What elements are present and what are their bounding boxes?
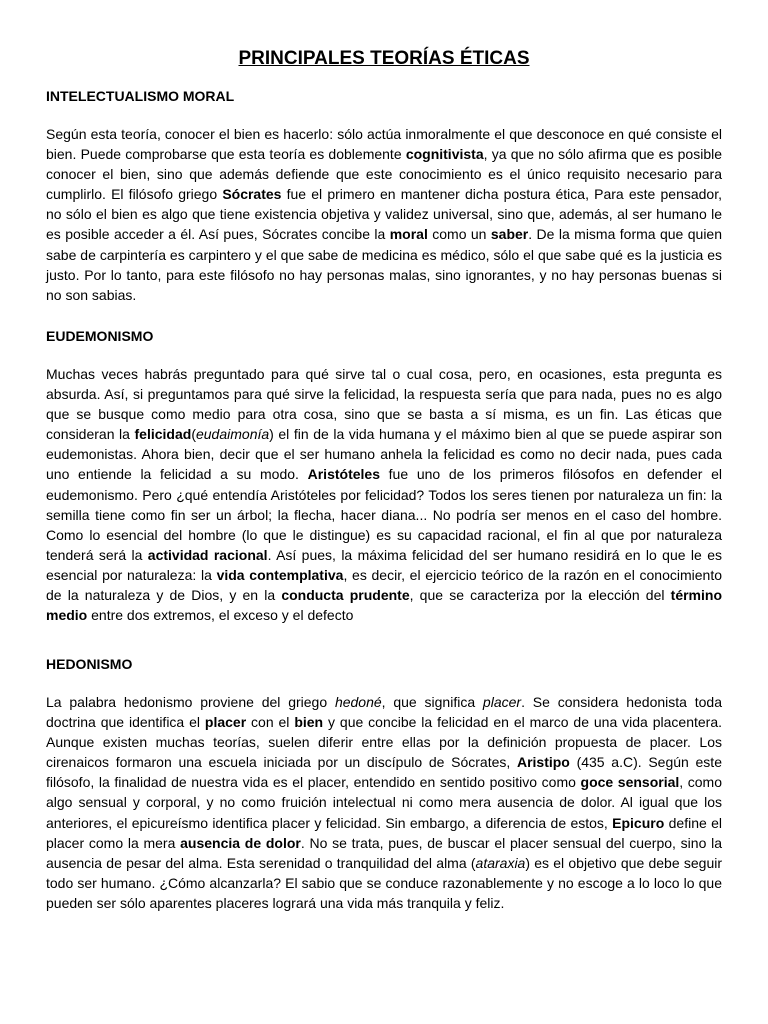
bold-term: vida contemplativa [216, 566, 344, 583]
italic-term: ataraxia [475, 854, 526, 871]
bold-term: moral [389, 226, 428, 243]
text-run: con el [246, 714, 295, 731]
text-run: . Así pues, la máxima felicidad del ser humano residirá en lo que le es esencial por naturaleza: la [46, 546, 722, 583]
text-run: , que se caracteriza por la elección del [409, 587, 671, 604]
section-paragraph-intelectualismo [46, 124, 722, 305]
bold-term: término medio [46, 587, 722, 624]
page-title: PRINCIPALES TEORÍAS ÉTICAS [238, 48, 530, 69]
text-run: y que concibe la felicidad en el marco de una vida placentera. Aunque existen muchas teorías, suelen diferir entre ellas por la definición propuesta de placer. Los cirenaicos formaron una escuela iniciada por un discípulo de Sócrates, [46, 714, 722, 771]
text-run: . Se considera hedonista toda doctrina que identifica el [46, 694, 722, 731]
text-run: como un [427, 226, 491, 243]
text-run: ( [191, 426, 196, 443]
section-paragraph-eudemonismo [46, 364, 722, 625]
bold-term: cognitivista [405, 146, 484, 163]
bold-term: actividad racional [147, 546, 268, 563]
section-heading-eudemonismo: EUDEMONISMO [46, 328, 154, 344]
text-run: . De la misma forma que quien sabe de carpintería es carpintero y el que sabe de medicina es médico, sólo el que sabe qué es la justicia es justo. Por lo tanto, para este filósofo no hay personas malas, sino ignorantes, y no hay personas buenas si no son sabias. [46, 226, 723, 303]
bold-term: Sócrates [222, 186, 282, 203]
text-run: Muchas veces habrás preguntado para qué sirve tal o cual cosa, pero, en ocasiones, esta pregunta es absurda. Así, si preguntamos para qué sirve la felicidad, la respuesta sería que para nada, pues no es algo que se busque como medio para otra cosa, sino que se basta a sí misma, es un fin. Las éticas que consideran la [46, 366, 722, 443]
italic-term: eudaimonía [195, 426, 270, 443]
italic-term: placer [482, 694, 522, 710]
bold-term: ausencia de dolor [180, 834, 301, 851]
text-run: (435 a.C). Según este filósofo, la finalidad de nuestra vida es el placer, entendido en sentido positivo como [46, 754, 722, 791]
bold-term: Aristóteles [307, 466, 380, 483]
bold-term: Aristipo [516, 754, 570, 771]
text-run: , ya que no sólo afirma que es posible conocer el bien, sino que además defiende que este conocimiento es el único requisito necesario para cumplirlo. El filósofo griego [46, 146, 722, 203]
text-run: , que significa [381, 694, 483, 710]
italic-term: hedoné [334, 694, 382, 710]
section-paragraph-hedonismo [46, 692, 722, 913]
bold-term: placer [204, 714, 247, 731]
bold-term: Epicuro [612, 814, 665, 831]
text-run: Según esta teoría, conocer el bien es hacerlo: sólo actúa inmoralmente el que desconoce en qué consiste el bien. Puede comprobarse que esta teoría es doblemente [46, 126, 722, 163]
section-heading-intelectualismo: INTELECTUALISMO MORAL [46, 88, 235, 104]
bold-term: goce sensorial [580, 774, 680, 791]
bold-term: felicidad [134, 426, 192, 443]
section-heading-hedonismo: HEDONISMO [46, 656, 133, 672]
bold-term: bien [294, 714, 324, 731]
text-run: fue el primero en mantener dicha postura ética, Para este pensador, no sólo el bien es algo que tiene existencia objetiva y validez universal, sino que, además, al ser humano le es posible acceder a él. Así pues, Sócrates concibe la [46, 186, 723, 243]
text-run: entre dos extremos, el exceso y el defecto [87, 607, 354, 624]
text-run: ) es el objetivo que debe seguir todo ser humano. ¿Cómo alcanzarla? El sabio que se conduce razonablemente y no escoge a lo loco lo que pueden ser sólo aparentes placeres logrará una vida más tranquila y feliz. [46, 854, 722, 911]
text-run: define el placer como la mera [46, 814, 723, 851]
bold-term: conducta prudente [281, 587, 410, 604]
text-run: ) el fin de la vida humana y el máximo bien al que se puede aspirar son eudemonistas. Ahora bien, decir que el ser humano anhela la felicidad es como no decir nada, pues cada uno entiende la felicidad a su modo. [46, 426, 722, 483]
text-run: fue uno de los primeros filósofos en defender el eudemonismo. Pero ¿qué entendía Aristóteles por felicidad? Todos los seres tienen por naturaleza un fin: la semilla tiene como fin ser un árbol; la flecha, hacer diana... No podría ser menos en el caso del hombre. Como lo esencial del hombre (lo que le distingue) es su capacidad racional, el fin al que por naturaleza tenderá será la [46, 466, 722, 563]
text-run: , como algo sensual y corporal, y no como fruición intelectual ni como mera ausencia de dolor. Al igual que los anteriores, el epicureísmo identifica placer y felicidad. Sin embargo, a diferencia de estos, [46, 774, 723, 831]
bold-term: saber [490, 226, 529, 243]
text-run: , es decir, el ejercicio teórico de la razón en el conocimiento de la naturaleza y de Dios, y en la [46, 566, 723, 604]
text-run: La palabra hedonismo proviene del griego [46, 694, 335, 710]
text-run: . No se trata, pues, de buscar el placer sensual del cuerpo, sino la ausencia de pesar del alma. Esta serenidad o tranquilidad del alma ( [46, 834, 722, 871]
